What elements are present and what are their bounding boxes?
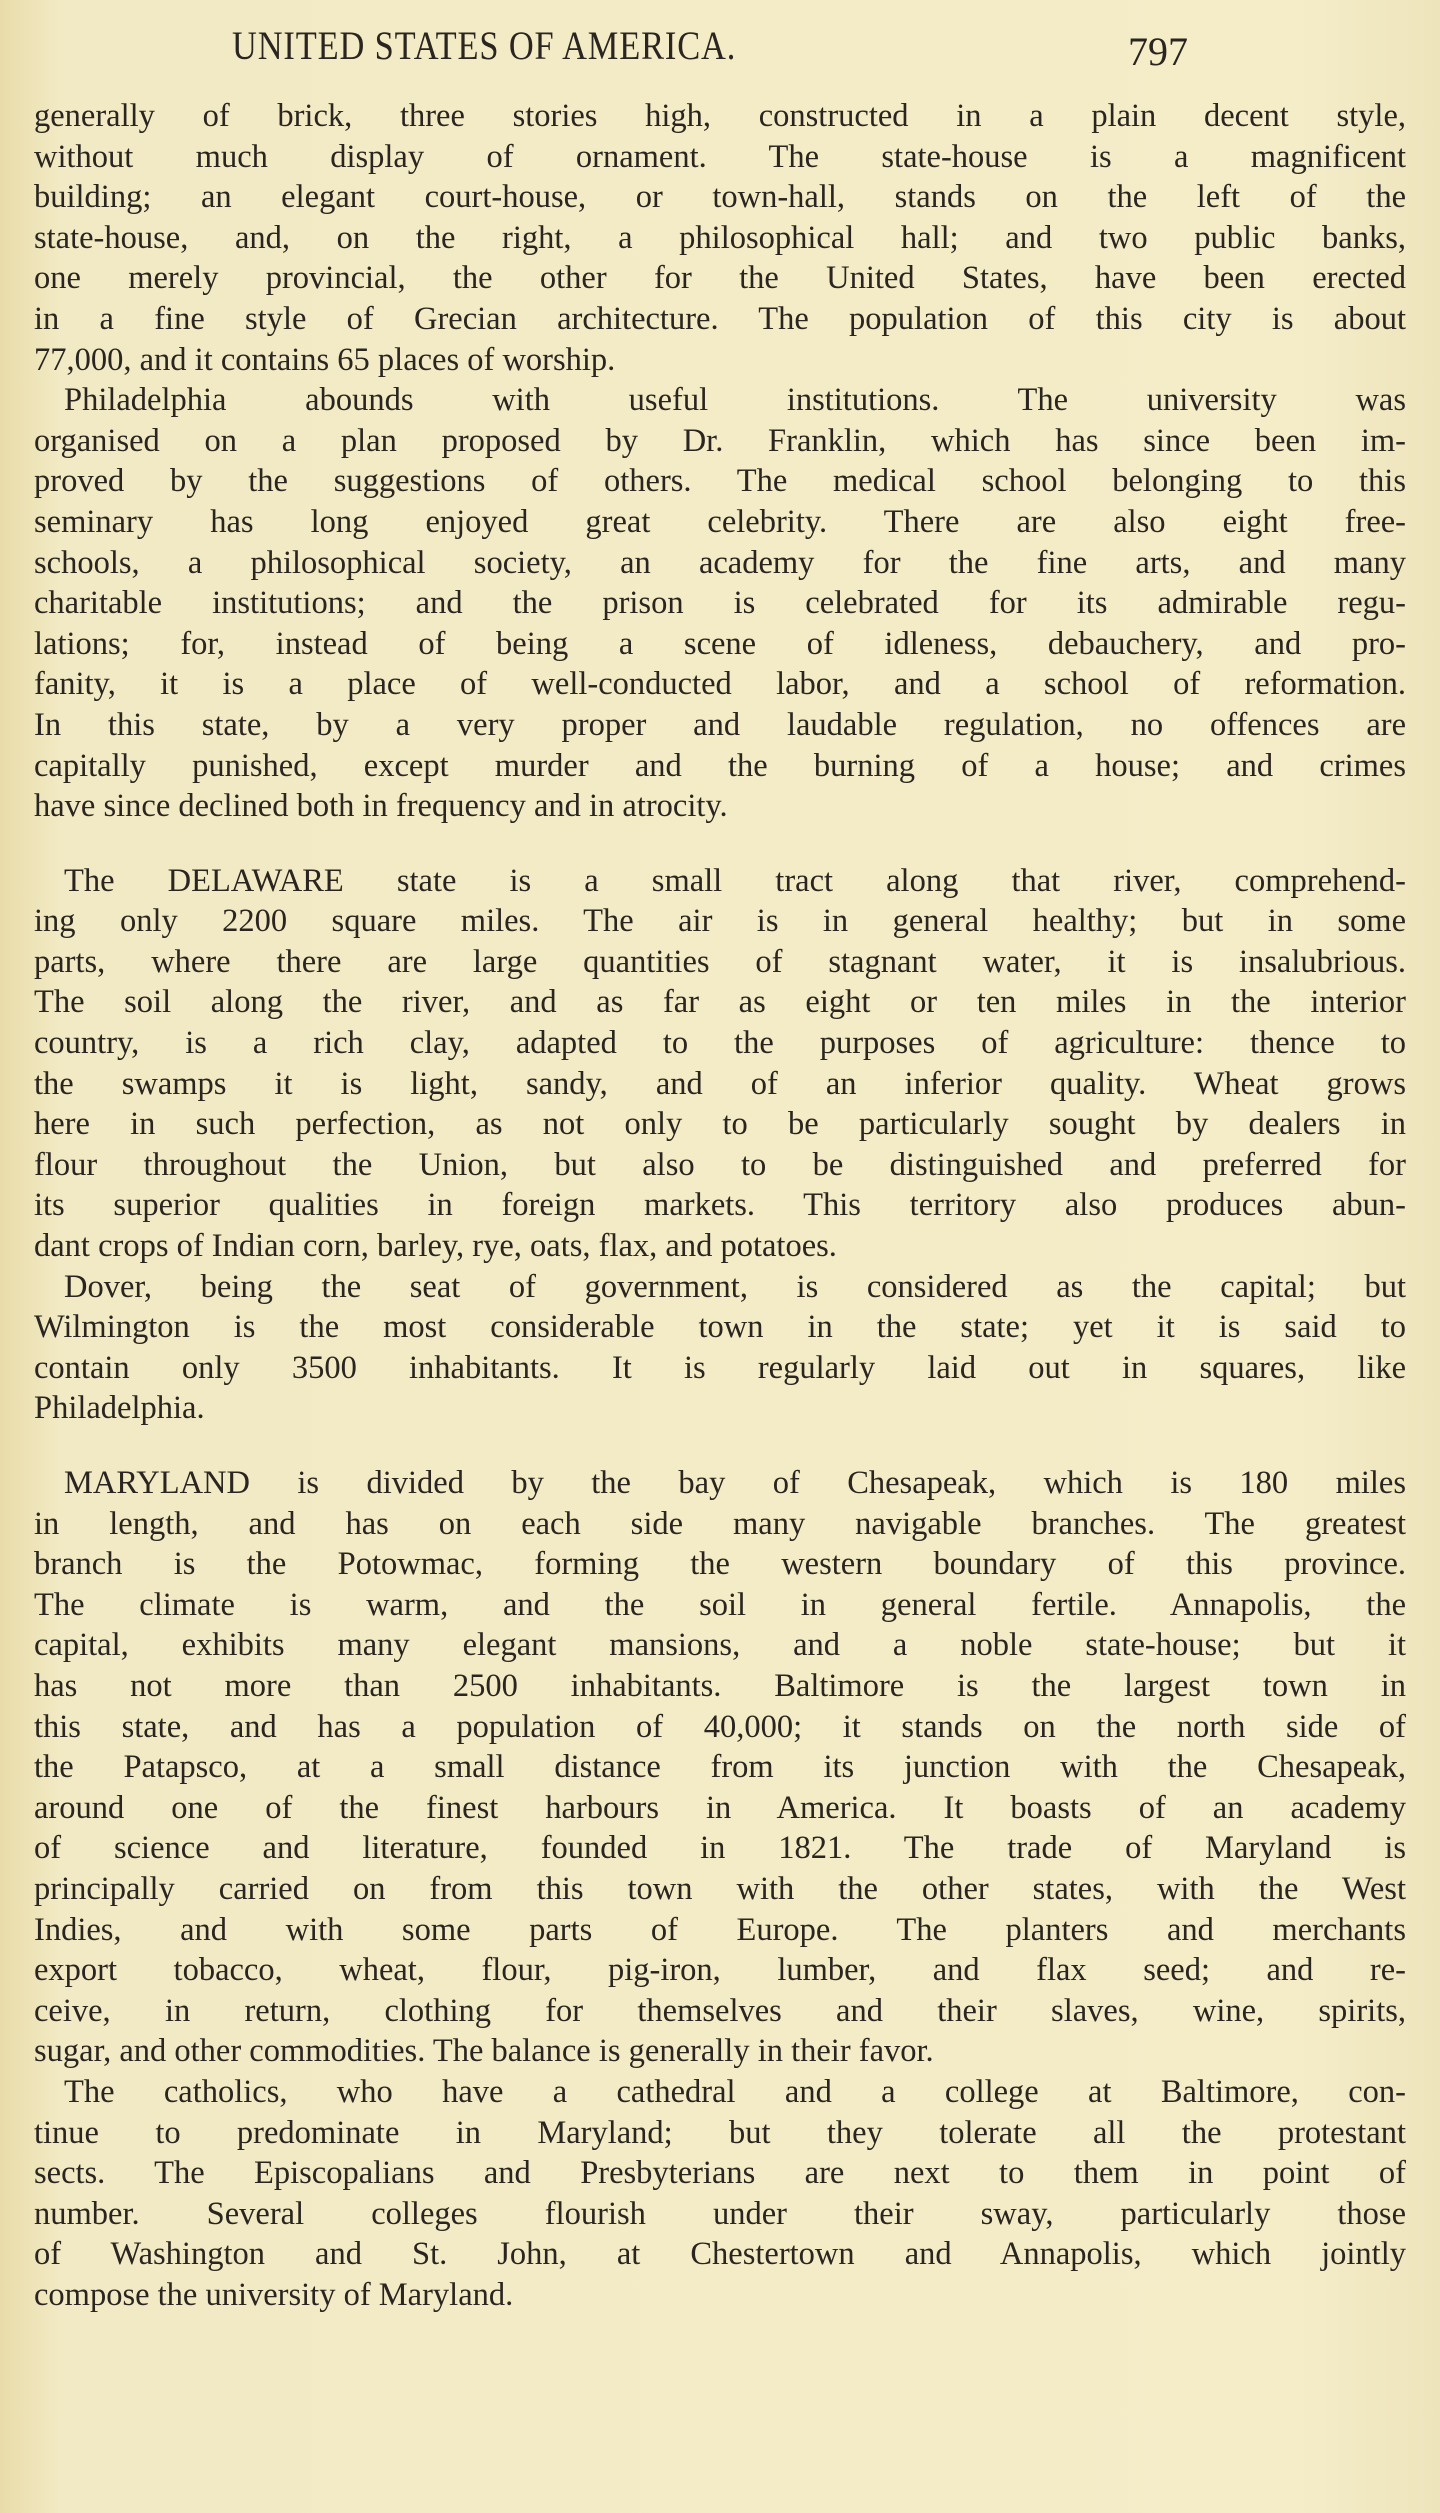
paragraph [34, 1463, 1406, 2072]
text-line: of Washington and St. John, at Chestertown and Annapolis, which jointly [34, 2236, 1406, 2273]
text-line: the Patapsco, at a small distance from its junction with the Chesapeak, [34, 1749, 1406, 1786]
text-line: The climate is warm, and the soil in general fertile. Annapolis, the [34, 1586, 1406, 1623]
text-line: organised on a plan proposed by Dr. Franklin, which has since been im- [34, 422, 1406, 459]
text-line: Wilmington is the most considerable town in the state; yet it is said to [34, 1309, 1406, 1346]
text-line: of science and literature, founded in 1821. The trade of Maryland is [34, 1830, 1406, 1867]
text-line: Philadelphia. [34, 1390, 205, 1427]
text-line: compose the university of Maryland. [34, 2276, 514, 2313]
text-line: export tobacco, wheat, flour, pig-iron, lumber, and flax seed; and re- [34, 1952, 1406, 1989]
text-line: Philadelphia abounds with useful institutions. The university was [64, 382, 1406, 419]
text-line: fanity, it is a place of well-conducted labor, and a school of reformation. [34, 666, 1406, 703]
text-line: 77,000, and it contains 65 places of worship. [34, 341, 616, 378]
text-line: schools, a philosophical society, an academy for the fine arts, and many [34, 544, 1406, 581]
page-number: 797 [1128, 29, 1188, 74]
text-line: The DELAWARE state is a small tract along that river, comprehend- [64, 862, 1406, 899]
text-line: proved by the suggestions of others. The medical school belonging to this [34, 463, 1406, 500]
text-line: the swamps it is light, sandy, and of an inferior quality. Wheat grows [34, 1065, 1406, 1102]
text-line: building; an elegant court-house, or town-hall, stands on the left of the [34, 179, 1406, 216]
text-line: have since declined both in frequency and in atrocity. [34, 788, 728, 825]
paragraph [34, 2072, 1406, 2316]
page-header [0, 22, 1440, 72]
text-line: this state, and has a population of 40,000; it stands on the north side of [34, 1708, 1406, 1745]
text-line: parts, where there are large quantities of stagnant water, it is insalubrious. [34, 943, 1406, 980]
text-line: capital, exhibits many elegant mansions, and a noble state-house; but it [34, 1627, 1406, 1664]
text-line: MARYLAND is divided by the bay of Chesapeak, which is 180 miles [64, 1465, 1406, 1501]
text-line: capitally punished, except murder and the burning of a house; and crimes [34, 747, 1406, 784]
text-line: has not more than 2500 inhabitants. Baltimore is the largest town in [34, 1667, 1406, 1704]
text-line: its superior qualities in foreign markets. This territory also produces abun- [34, 1187, 1406, 1224]
paragraph [34, 380, 1406, 827]
text-line: sugar, and other commodities. The balance is generally in their favor. [34, 2033, 934, 2070]
text-line: sects. The Episcopalians and Presbyterians are next to them in point of [34, 2155, 1406, 2192]
text-line: country, is a rich clay, adapted to the purposes of agriculture: thence to [34, 1025, 1406, 1062]
body-text [34, 96, 1406, 2315]
text-line: state-house, and, on the right, a philosophical hall; and two public banks, [34, 219, 1406, 256]
text-line: here in such perfection, as not only to be particularly sought by dealers in [34, 1106, 1406, 1143]
text-line: generally of brick, three stories high, constructed in a plain decent style, [34, 98, 1406, 134]
text-line: ceive, in return, clothing for themselves and their slaves, wine, spirits, [34, 1992, 1406, 2029]
text-line: Dover, being the seat of government, is considered as the capital; but [64, 1268, 1406, 1305]
text-line: dant crops of Indian corn, barley, rye, oats, flax, and potatoes. [34, 1228, 837, 1265]
text-line: In this state, by a very proper and laudable regulation, no offences are [34, 706, 1406, 743]
text-line: Indies, and with some parts of Europe. The planters and merchants [34, 1911, 1406, 1948]
text-line: charitable institutions; and the prison is celebrated for its admirable regu- [34, 585, 1406, 622]
text-line: seminary has long enjoyed great celebrity. There are also eight free- [34, 503, 1406, 540]
text-line: number. Several colleges flourish under their sway, particularly those [34, 2195, 1406, 2232]
paragraph [34, 861, 1406, 1267]
paragraph [34, 96, 1406, 380]
text-line: in a fine style of Grecian architecture. The population of this city is about [34, 300, 1406, 337]
text-line: ing only 2200 square miles. The air is in general healthy; but in some [34, 903, 1406, 940]
text-line: The catholics, who have a cathedral and a college at Baltimore, con- [64, 2073, 1406, 2110]
text-line: without much display of ornament. The state-house is a magnificent [34, 138, 1406, 175]
text-line: flour throughout the Union, but also to be distinguished and preferred for [34, 1146, 1406, 1183]
text-line: one merely provincial, the other for the United States, have been erected [34, 260, 1406, 297]
text-line: contain only 3500 inhabitants. It is regularly laid out in squares, like [34, 1349, 1406, 1386]
paragraph [34, 1267, 1406, 1429]
text-line: around one of the finest harbours in America. It boasts of an academy [34, 1789, 1406, 1826]
text-line: in length, and has on each side many navigable branches. The greatest [34, 1505, 1406, 1542]
text-line: principally carried on from this town with the other states, with the West [34, 1870, 1406, 1907]
running-title: UNITED STATES OF AMERICA. [232, 23, 737, 68]
text-line: The soil along the river, and as far as eight or ten miles in the interior [34, 984, 1406, 1021]
text-line: lations; for, instead of being a scene of idleness, debauchery, and pro- [34, 625, 1406, 662]
text-line: tinue to predominate in Maryland; but they tolerate all the protestant [34, 2114, 1406, 2151]
text-line: branch is the Potowmac, forming the western boundary of this province. [34, 1546, 1406, 1583]
